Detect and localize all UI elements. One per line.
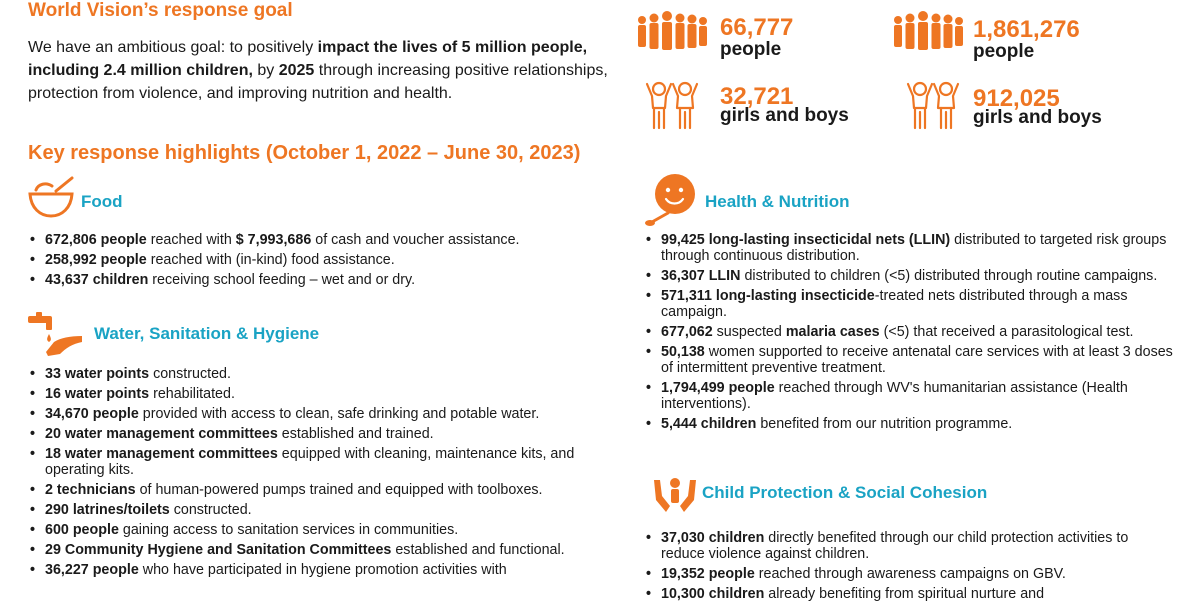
list-item: • 571,311 long-lasting insecticide-treated nets distributed through a mass campaign. — [644, 288, 1174, 320]
right-kids-label: girls and boys — [973, 107, 1102, 128]
food-bowl-icon — [26, 176, 76, 225]
water-tap-hand-icon — [26, 312, 84, 361]
food-list — [28, 232, 628, 292]
crowd-icon — [890, 0, 966, 60]
highlights-title: Key response highlights (October 1, 2022 – June 30, 2023) — [28, 142, 581, 164]
goal-text: We have an ambitious goal: to positively impact the lives of 5 million people, including 2.4 million children, by 2025 through increasing positive relationships, protection from violence, and improving nutrition and health. — [28, 39, 608, 102]
list-item: • 600 people gaining access to sanitation services in communities. — [28, 522, 628, 538]
wash-title: Water, Sanitation & Hygiene — [94, 324, 320, 343]
list-item: • 677,062 suspected malaria cases (<5) that received a parasitological test. — [644, 324, 1174, 340]
right-people-number: 1,861,276 — [973, 16, 1080, 43]
protecting-hands-child-icon — [652, 474, 698, 519]
list-item: • 258,992 people reached with (in-kind) food assistance. — [28, 252, 628, 268]
health-title: Health & Nutrition — [705, 192, 850, 211]
list-item: • 33 water points constructed. — [28, 366, 628, 382]
list-item: • 2 technicians of human-powered pumps trained and equipped with toolboxes. — [28, 482, 628, 498]
list-item: • 18 water management committees equipped with cleaning, maintenance kits, and operating kits. — [28, 446, 628, 478]
list-item: • 20 water management committees established and trained. — [28, 426, 628, 442]
list-item: • 16 water points rehabilitated. — [28, 386, 628, 402]
list-item: • 10,300 children already benefiting from spiritual nurture and — [644, 586, 1174, 602]
left-people-number: 66,777 — [720, 14, 794, 41]
protection-list — [644, 530, 1174, 606]
right-kids-number: 912,025 — [973, 85, 1060, 112]
list-item: • 19,352 people reached through awareness campaigns on GBV. — [644, 566, 1174, 582]
food-title: Food — [81, 192, 123, 211]
left-people-label: people — [720, 39, 782, 60]
list-item: • 50,138 women supported to receive antenatal care services with at least 3 doses of intermittent preventive treatment. — [644, 344, 1174, 376]
list-item: • 36,307 LLIN distributed to children (<5) distributed through routine campaigns. — [644, 268, 1174, 284]
left-kids-label: girls and boys — [720, 105, 849, 126]
list-item: • 34,670 people provided with access to clean, safe drinking and potable water. — [28, 406, 628, 422]
children-icon — [905, 80, 961, 137]
list-item: • 1,794,499 people reached through WV's humanitarian assistance (Health interventions). — [644, 380, 1174, 412]
children-icon — [644, 80, 700, 137]
list-item: • 36,227 people who have participated in hygiene promotion activities with — [28, 562, 628, 578]
smiling-child-spoon-icon — [644, 172, 700, 233]
list-item: • 99,425 long-lasting insecticidal nets (LLIN) distributed to targeted risk groups through continuous distribution. — [644, 232, 1174, 264]
wash-list — [28, 366, 628, 582]
right-people-label: people — [973, 41, 1035, 62]
list-item: • 672,806 people reached with $ 7,993,686 of cash and voucher assistance. — [28, 232, 628, 248]
protection-title: Child Protection & Social Cohesion — [702, 483, 988, 502]
list-item: • 290 latrines/toilets constructed. — [28, 502, 628, 518]
list-item: • 29 Community Hygiene and Sanitation Committees established and functional. — [28, 542, 628, 558]
health-list — [644, 232, 1174, 436]
goal-title: World Vision’s response goal — [28, 0, 293, 21]
list-item: • 5,444 children benefited from our nutrition programme. — [644, 416, 1174, 432]
list-item: • 37,030 children directly benefited through our child protection activities to reduce violence against children. — [644, 530, 1174, 562]
crowd-icon — [634, 0, 710, 60]
left-kids-number: 32,721 — [720, 83, 794, 110]
list-item: • 43,637 children receiving school feeding – wet and or dry. — [28, 272, 628, 288]
